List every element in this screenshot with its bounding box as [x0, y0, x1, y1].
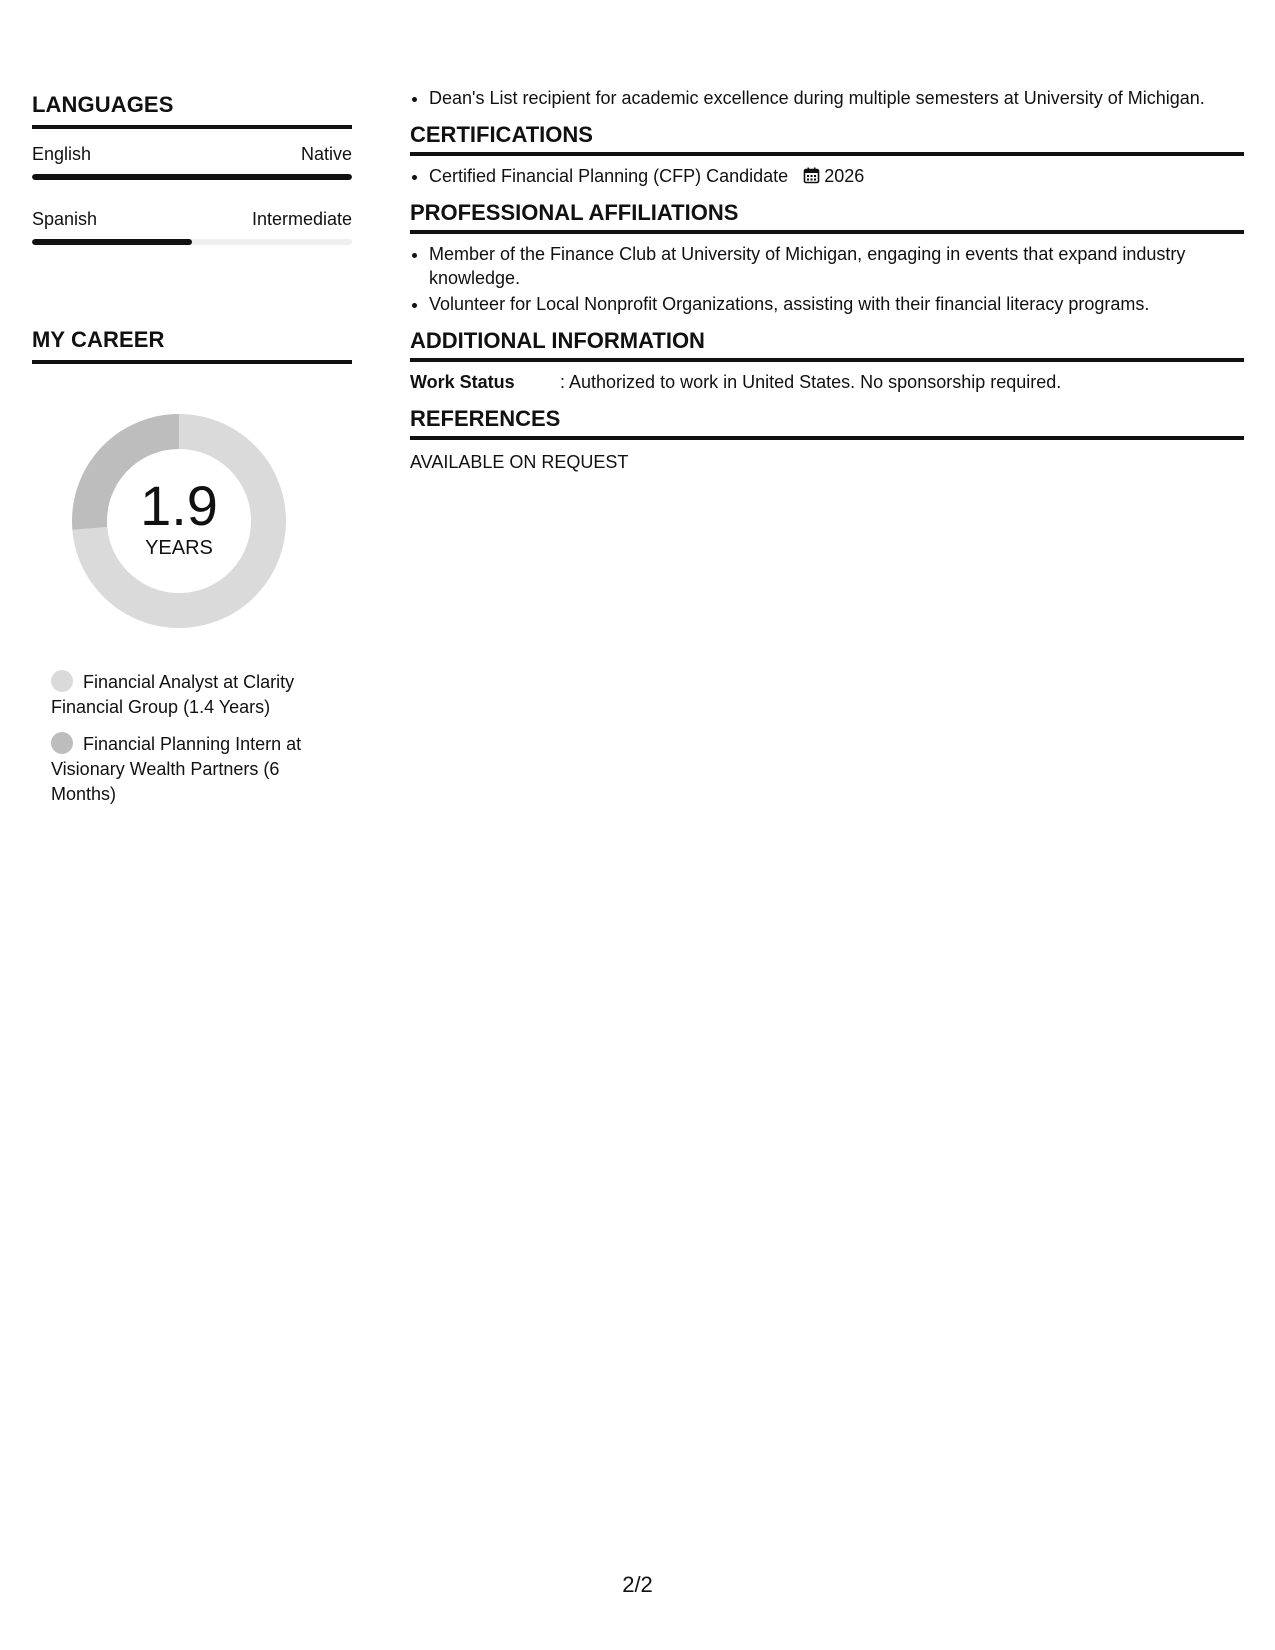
language-proficiency-fill [32, 239, 192, 245]
language-item-spanish [32, 208, 352, 245]
education-tail-section [410, 86, 1244, 110]
legend-dot [51, 732, 73, 754]
additional-info-section [410, 328, 1244, 394]
legend-label: Financial Planning Intern at Visionary Wealth Partners (6 Months) [51, 734, 302, 804]
career-legend [32, 670, 336, 807]
page-number: 2/2 [622, 1572, 653, 1597]
career-total-value: 1.9 [140, 474, 218, 537]
work-status-value: : Authorized to work in United States. No sponsorship required. [560, 372, 1062, 392]
language-name: Spanish [32, 209, 98, 229]
career-total-unit: YEARS [145, 537, 213, 559]
education-bullet: • Dean's List recipient for academic excellence during multiple semesters at University of Michigan. [429, 86, 1244, 110]
language-level: Intermediate [251, 209, 352, 229]
affiliation-item: • Member of the Finance Club at University of Michigan, engaging in events that expand industry knowledge. [429, 242, 1244, 290]
language-proficiency-bar [32, 239, 352, 245]
language-name: English [32, 144, 92, 164]
work-status-row [410, 370, 1244, 394]
affiliations-section [410, 200, 1244, 316]
languages-heading: LANGUAGES [32, 92, 352, 129]
language-proficiency-fill [32, 174, 352, 180]
right-column [410, 78, 1244, 486]
references-text: AVAILABLE ON REQUEST [410, 452, 629, 472]
language-level: Native [300, 144, 352, 164]
certification-year: 2026 [824, 166, 865, 186]
references-heading: REFERENCES [410, 406, 1244, 440]
affiliations-heading: PROFESSIONAL AFFILIATIONS [410, 200, 1244, 234]
additional-info-heading: ADDITIONAL INFORMATION [410, 328, 1244, 362]
career-heading: MY CAREER [32, 327, 352, 364]
work-status-label: Work Status [410, 372, 515, 392]
certification-item [429, 164, 1244, 188]
legend-label: Financial Analyst at Clarity Financial Group (1.4 Years) [51, 672, 295, 717]
certification-name: Certified Financial Planning (CFP) Candidate [429, 166, 789, 186]
calendar-icon [803, 166, 820, 183]
language-item-english [32, 143, 352, 180]
career-legend-item [51, 732, 336, 807]
affiliation-item: • Volunteer for Local Nonprofit Organizations, assisting with their financial literacy programs. [429, 292, 1244, 316]
career-donut-chart [66, 408, 292, 634]
career-legend-item [51, 670, 336, 720]
legend-dot [51, 670, 73, 692]
left-column [32, 92, 352, 819]
certifications-heading: CERTIFICATIONS [410, 122, 1244, 156]
certifications-section [410, 122, 1244, 188]
references-section [410, 406, 1244, 474]
language-proficiency-bar [32, 174, 352, 180]
